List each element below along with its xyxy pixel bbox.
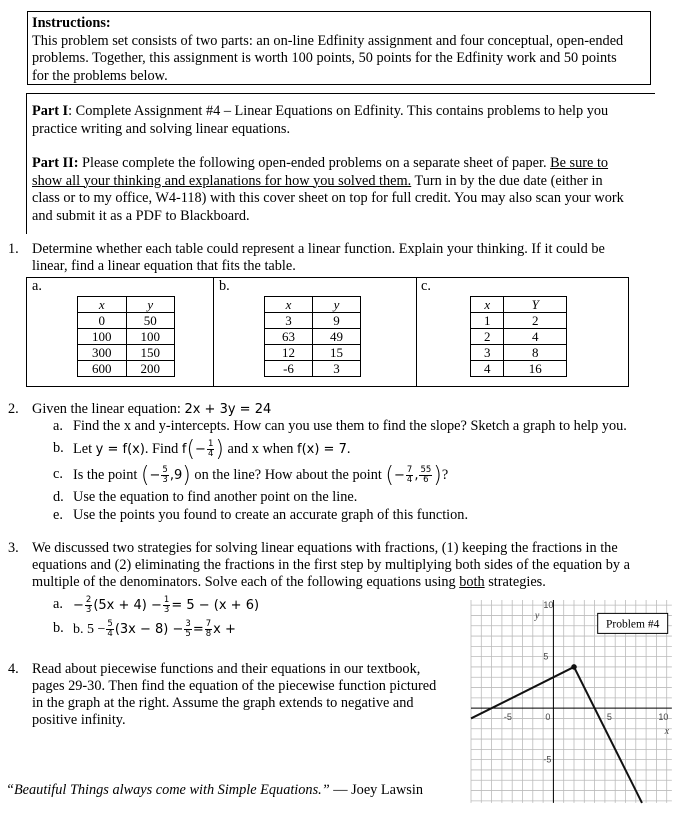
table-cell: 200 — [126, 361, 175, 377]
table-row — [471, 345, 567, 361]
fraction: $\frac{1}{4}$ — [207, 439, 214, 459]
question-text: Given the linear equation: — [32, 401, 185, 417]
table-a — [77, 296, 175, 377]
equation: 2x + 3y = 24 — [184, 402, 272, 417]
question-text: in the graph at the right. Assume the graph extends to negative and — [32, 695, 414, 711]
question-text: pages 29-30. Then find the equation of the piecewise function pictured — [32, 678, 437, 694]
table-row — [265, 313, 361, 329]
table-cell: 50 — [126, 313, 175, 329]
part1-label: Part I — [32, 103, 69, 119]
tables-frame — [26, 277, 629, 387]
question-text: multiple of the denominators. Solve each of the following equations using both strategies. — [32, 574, 546, 590]
table-c — [470, 296, 567, 377]
table-cell: 2 — [471, 329, 504, 345]
sub-label: c. — [53, 466, 63, 482]
table-row — [78, 329, 175, 345]
sub-text: Use the points you found to create an accurate graph of this function. — [73, 507, 469, 523]
instructions-line: This problem set consists of two parts: an on-line Edfinity assignment and four conceptual, open-ended — [32, 32, 624, 49]
column-header: x — [471, 297, 504, 313]
table-cell: 15 — [313, 345, 361, 361]
instructions-line: problems. Together, this assignment is worth 100 points, 50 points for the Edfinity work and 50 points — [32, 50, 617, 66]
table-label: a. — [32, 278, 42, 294]
table-cell: 12 — [265, 345, 313, 361]
table-cell: 9 — [313, 313, 361, 329]
table-cell: 3 — [265, 313, 313, 329]
table-cell: 600 — [78, 361, 127, 377]
table-cell: 0 — [78, 313, 127, 329]
table-row — [471, 313, 567, 329]
table-row — [471, 361, 567, 377]
instructions-heading: Instructions: — [32, 15, 111, 31]
table-cell: -6 — [265, 361, 313, 377]
question-text: positive infinity. — [32, 712, 126, 728]
column-header: Y — [504, 297, 567, 313]
part2-text: Please complete the following open-ended problems on a separate sheet of paper. — [78, 155, 551, 171]
quote — [6, 782, 423, 800]
part2-text: Turn in by the due date (either in — [411, 172, 603, 189]
table-cell: 8 — [504, 345, 567, 361]
sub-text: Use the equation to find another point on the line. — [73, 489, 358, 505]
part2 — [32, 155, 672, 225]
graph-title: Problem #4 — [606, 618, 660, 631]
instructions-line: for the problems below. — [32, 67, 168, 84]
x-axis-label: x — [664, 725, 670, 737]
sub-text: Is the point (− $\frac{5}{3}$ ,9) on the line? How about the point (− $\frac{7}{4}$ , $\frac{55}{6}$ )? — [73, 462, 449, 488]
table-cell: 4 — [504, 329, 567, 345]
table-cell: 300 — [78, 345, 127, 361]
table-cell: 3 — [471, 345, 504, 361]
question-number: 1. — [8, 241, 19, 257]
table-row — [265, 329, 361, 345]
table-row — [78, 345, 175, 361]
piecewise-graph — [460, 595, 679, 810]
question-text: Read about piecewise functions and their equations in our textbook, — [32, 661, 421, 677]
table-row — [265, 361, 361, 377]
table-cell: 150 — [126, 345, 175, 361]
x-tick-label: 5 — [606, 712, 612, 723]
vertex-point — [571, 664, 577, 670]
sub-label: e. — [53, 507, 63, 523]
y-axis-label: y — [534, 610, 540, 622]
sub-label: d. — [53, 489, 64, 505]
part1 — [32, 103, 662, 138]
table-cell: 100 — [78, 329, 127, 345]
instructions-box — [27, 11, 651, 85]
table-cell: 3 — [313, 361, 361, 377]
column-header: y — [313, 297, 361, 313]
table-row — [78, 313, 175, 329]
sub-label: a. — [53, 418, 63, 434]
part2-label: Part II: — [32, 155, 79, 171]
sub-label: a. — [53, 596, 63, 612]
table-row — [265, 345, 361, 361]
table-label: b. — [219, 278, 230, 294]
table-row — [471, 329, 567, 345]
quote-author: — Joey Lawsin — [329, 782, 423, 798]
part2-text: and submit it as a PDF to Blackboard. — [32, 207, 250, 224]
part1-text: practice writing and solving linear equations. — [32, 120, 291, 137]
x-tick-label: 10 — [658, 712, 669, 723]
equation: − $\frac{2}{3}$ (5x + 4) − $\frac{1}{3}$ = 5 − (x + 6) — [73, 595, 260, 615]
table-cell: 63 — [265, 329, 313, 345]
table-cell: 49 — [313, 329, 361, 345]
part2-text: class or to my office, W4-118) with this cover sheet on top for full credit. You may also scan your work — [32, 190, 624, 206]
sub-label: b. — [53, 440, 64, 456]
column-header: x — [265, 297, 313, 313]
table-cell: 100 — [126, 329, 175, 345]
x-tick-label: 0 — [545, 712, 551, 723]
sub-text: Let y = f(x). Find f(− $\frac{1}{4}$ ) and x when f(x) = 7. — [73, 436, 351, 462]
question-text: linear, find a linear equation that fits the table. — [32, 258, 296, 274]
y-tick-label: 5 — [543, 651, 549, 662]
sub-text: Find the x and y-intercepts. How can you use them to find the slope? Sketch a graph to help you. — [73, 418, 627, 434]
table-cell: 4 — [471, 361, 504, 377]
question-text: Determine whether each table could represent a linear function. Explain your thinking. If it could be — [32, 241, 605, 257]
question-text: equations and (2) eliminating the fractions in the first step by multiplying both sides of the equation by a — [32, 557, 630, 573]
column-header: x — [78, 297, 127, 313]
table-row — [78, 361, 175, 377]
question-text: We discussed two strategies for solving linear equations with fractions, (1) keeping the fractions in the — [32, 540, 618, 556]
equation: b. 5 − $\frac{5}{4}$ (3x − 8) − $\frac{3}{5}$ = $\frac{7}{8}$ x + — [73, 619, 236, 639]
table-cell: 1 — [471, 313, 504, 329]
part2-emphasis: Be sure to — [550, 155, 609, 171]
part2-emphasis: show all your thinking and explanations for how you solved them. — [32, 172, 412, 189]
table-cell: 16 — [504, 361, 567, 377]
question-number: 2. — [8, 401, 19, 417]
sub-label: b. — [53, 620, 64, 636]
quote-text: “Beautiful Things always come with Simple Equations.” — [6, 782, 330, 798]
y-tick-label: -5 — [543, 754, 552, 765]
table-cell: 2 — [504, 313, 567, 329]
x-tick-label: -5 — [503, 712, 512, 723]
y-tick-label: 10 — [543, 600, 554, 611]
column-header: y — [126, 297, 175, 313]
question-number: 4. — [8, 661, 19, 677]
question-number: 3. — [8, 540, 19, 556]
table-b — [264, 296, 361, 377]
table-label: c. — [421, 278, 431, 294]
part1-text: : Complete Assignment #4 – Linear Equations on Edfinity. This contains problems to help you — [68, 103, 609, 119]
